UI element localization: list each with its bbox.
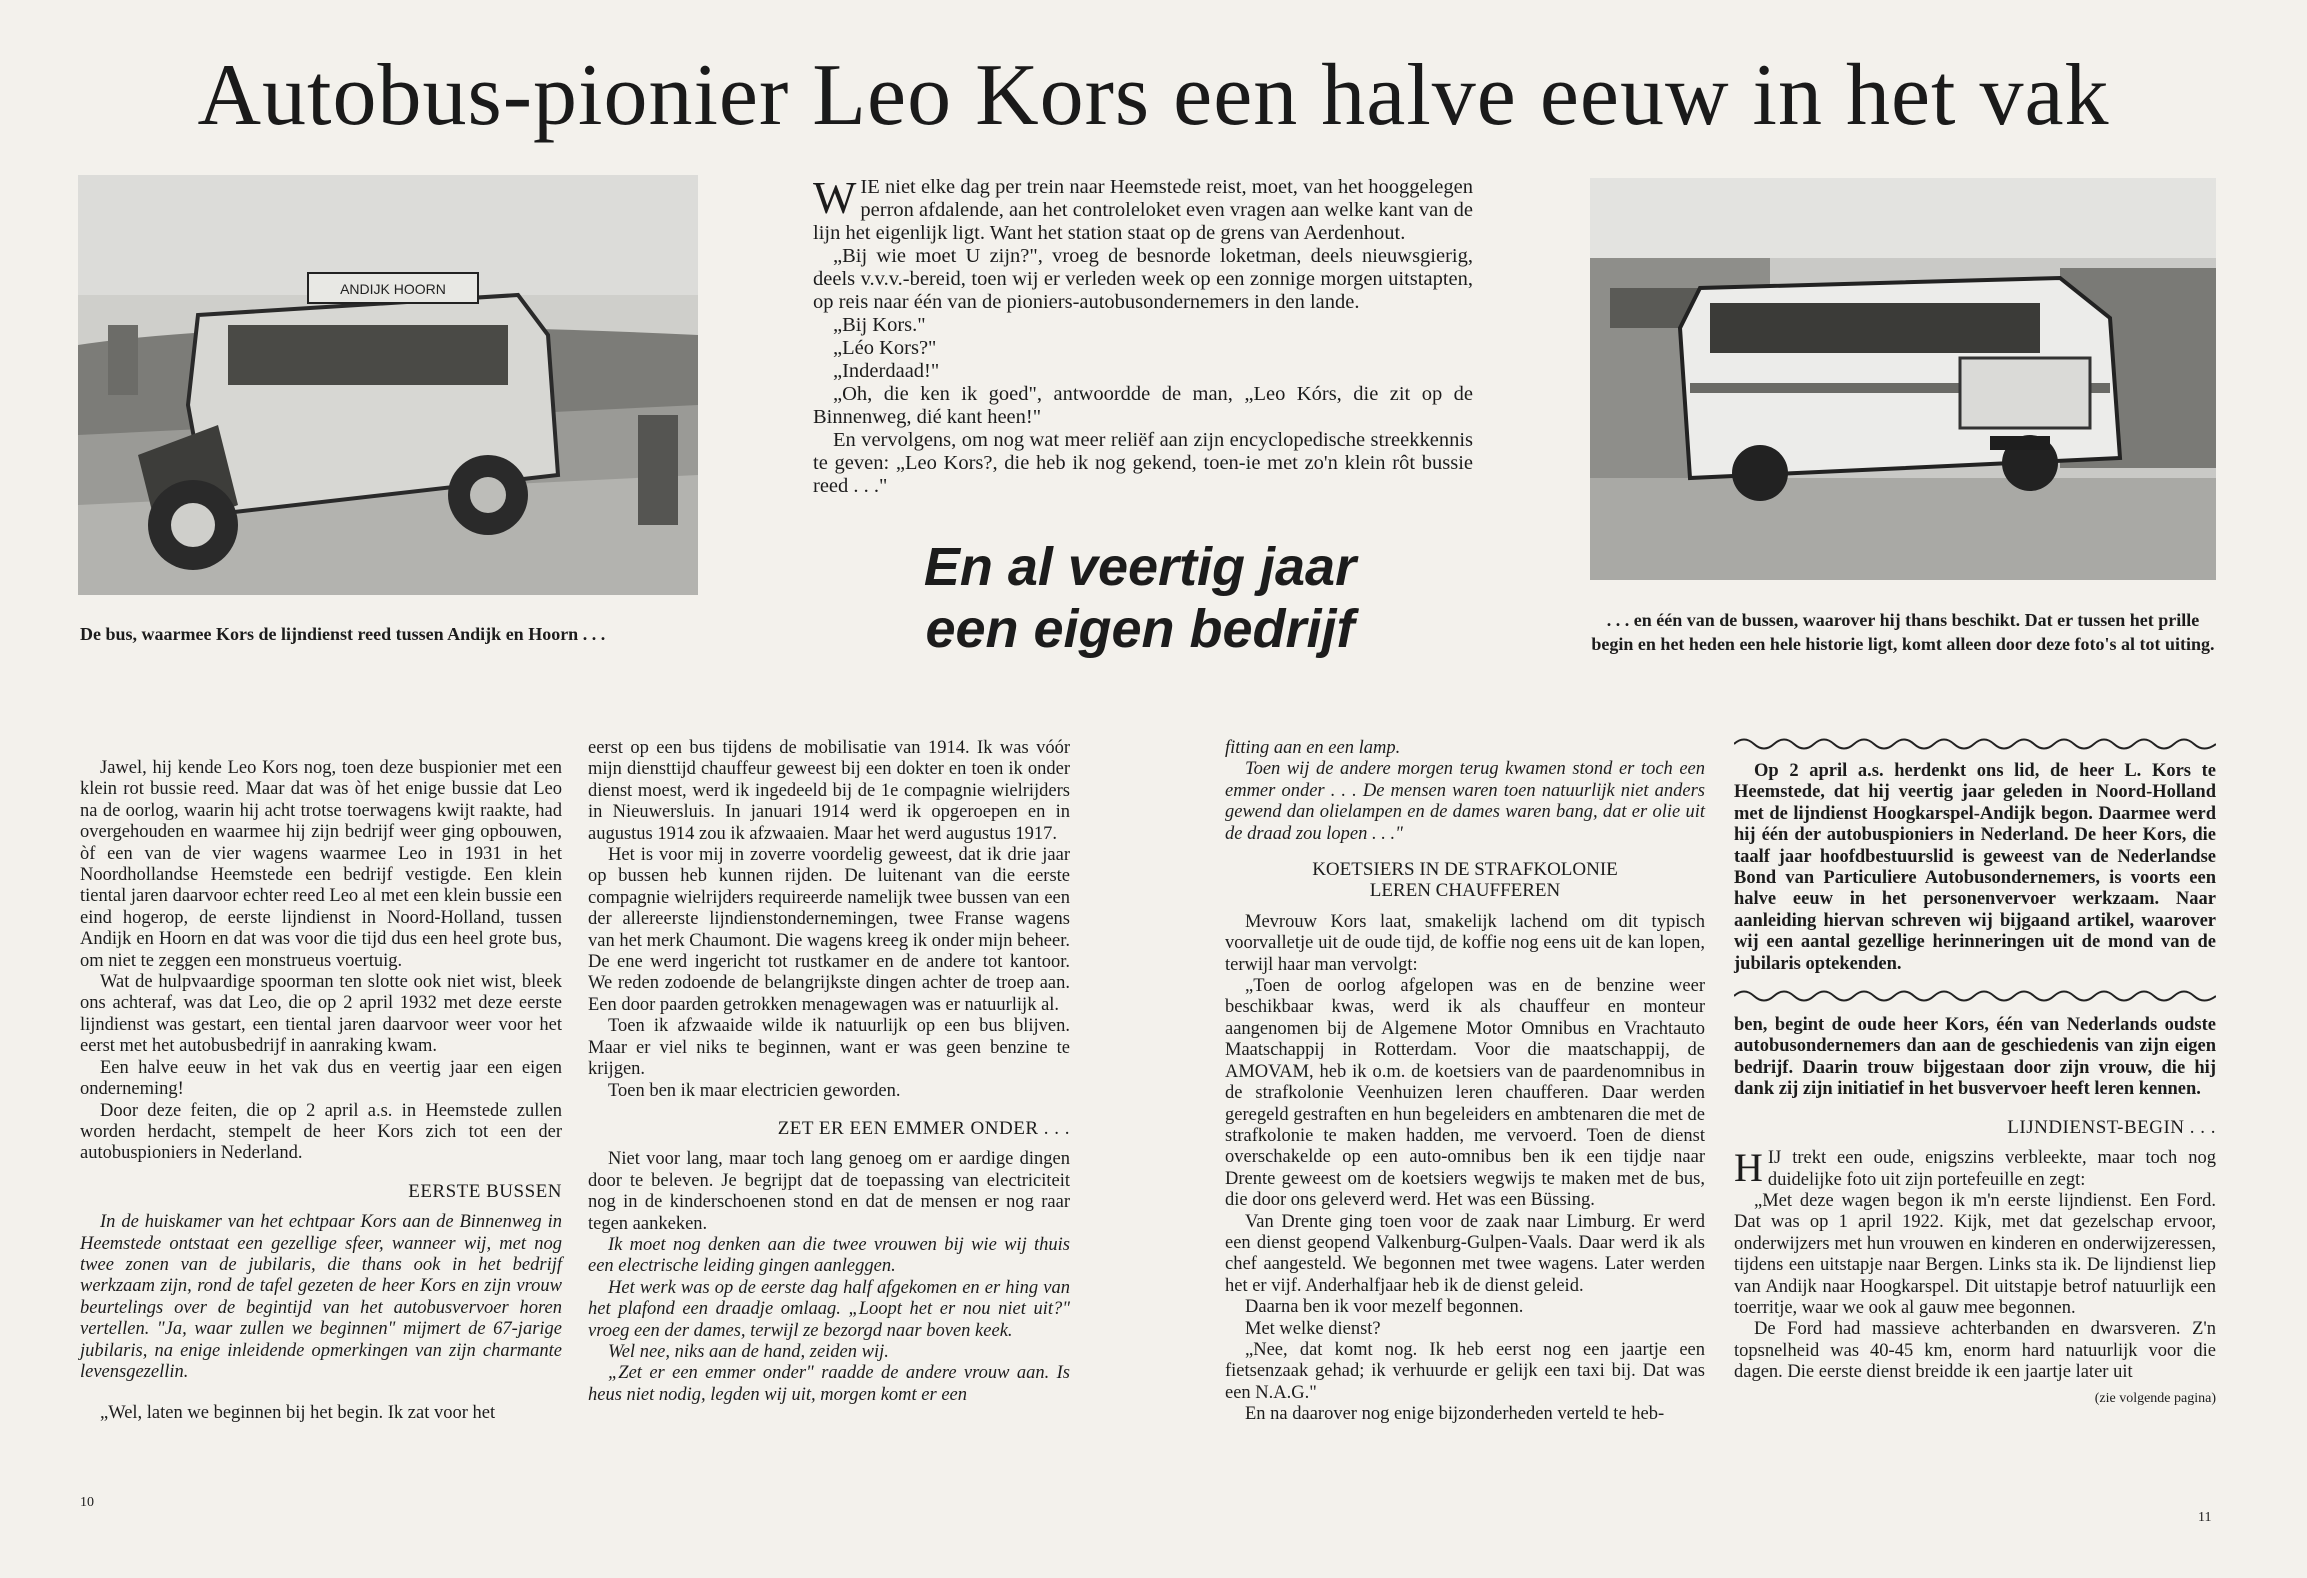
col3-p2: Toen wij de andere morgen terug kwamen stond er toch een emmer onder . . . De mensen waren toen natuurlijk niet anders gewend dan olielampen en de dames waren bang, dat er olie uit de draad zou lopen . . ."	[1225, 759, 1705, 844]
bus-sign-text: ANDIJK HOORN	[340, 281, 446, 297]
subhead-line2: een eigen bedrijf	[925, 599, 1355, 659]
subhead	[860, 536, 1420, 660]
intro-p3: „Bij Kors."	[833, 314, 926, 336]
intro-p4: „Léo Kors?"	[833, 337, 937, 359]
col4-p2: IJ trekt een oude, enigszins verbleekte, maar toch nog duidelijke foto uit zijn portefeuille en zegt:	[1767, 1148, 2216, 1190]
col1-p4: Door deze feiten, die op 2 april a.s. in Heemstede zullen worden herdacht, stempelt de heer Kors zich tot een der autobuspioniers in Nederland.	[80, 1100, 562, 1164]
intro-p2: „Bij wie moet U zijn?", vroeg de besnorde loketman, deels nieuwsgierig, deels v.v.v.-bereid, toen wij er verleden week op een zonnige morgen uitstapten, op reis naar één van de pioniers-autobusondernemers in den lande.	[813, 245, 1473, 313]
photo-old-bus	[78, 175, 698, 595]
photo-right-caption: . . . en één van de bussen, waarover hij thans beschikt. Dat er tussen het prille begin en het heden een hele historie ligt, komt alleen door deze foto's al tot uiting.	[1591, 610, 2215, 654]
col3-p8: „Nee, dat komt nog. Ik heb eerst nog een jaartje een fietsenzaak gehad; ik verhuurde er gelijk een taxi bij. Dat was een N.A.G."	[1225, 1339, 1705, 1403]
photo-left-caption: De bus, waarmee Kors de lijndienst reed tussen Andijk en Hoorn . . .	[80, 624, 606, 644]
col2-p5: Niet voor lang, maar toch lang genoeg om er aardige dingen door te beleven. Je begrijpt dat de toepassing van electriciteit nog in de kinderschoenen stond en dat de mensen er nog raar tegen aankeken.	[588, 1149, 1070, 1234]
section-koetsiers-line2: LEREN CHAUFFEREN	[1369, 880, 1561, 902]
intro-text	[813, 172, 1473, 498]
subhead-line1: En al veertig jaar	[923, 537, 1357, 597]
col2-p9: „Zet er een emmer onder" raadde de andere vrouw aan. Is heus niet nodig, legden wij uit, morgen komt er een	[588, 1363, 1070, 1405]
col1-p1: Jawel, hij kende Leo Kors nog, toen deze buspionier met een klein rot bussie reed. Maar dat was òf het enige bussie dat Leo na de oorlog, waarin hij acht trotse toerwagens kwijt raakte, had overgehouden en waarmee hij zijn bedrijf weer ging opbouwen, òf een van de vier wagens waarmee Leo in 1931 in het Noordhollandse Heemstede een bedrijf vestigde. Een klein tiental jaren daarvoor echter reed Leo al met een klein bussie een eind hogerop, de eerste lijndienst in Noord-Holland, tussen Andijk en Hoorn en dat was voor die tijd dus een heel grote bus, om niet te zeggen een monstrueus voertuig.	[80, 758, 562, 971]
col3-p7: Met welke dienst?	[1245, 1318, 1381, 1339]
col4-p1: ben, begint de oude heer Kors, één van Nederlands oudste autobusondernemers dan aan de geschiedenis van zijn eigen bedrijf. Daarin trouw bijgestaan door zijn vrouw, die hij dank zij zijn initiatief in het busvervoer heeft leren kennen.	[1734, 1015, 2216, 1100]
col2-p4: Toen ben ik maar electricien geworden.	[608, 1080, 901, 1101]
intro-p7: En vervolgens, om nog wat meer reliëf aan zijn encyclopedische streekkennis te geven: „Leo Kors?, die heb ik nog gekend, toen-ie met zo'n klein rôt bussie reed . . ."	[813, 429, 1473, 497]
section-koetsiers	[1225, 859, 1705, 902]
intro-p6: „Oh, die ken ik goed", antwoordde de man, „Leo Kórs, die zit op de Binnenweg, dié kant heen!"	[813, 383, 1473, 428]
section-koetsiers-line1: KOETSIERS IN DE STRAFKOLONIE	[1312, 859, 1618, 881]
intro-dropcap: W	[813, 172, 857, 223]
col4-p3: „Met deze wagen begon ik m'n eerste lijndienst. Een Ford. Dat was op 1 april 1922. Kijk, met dat gezelschap ervoor, onderwijzers met hun vrouwen en kinderen en onderwijzeressen, tijdens een uitstapje naar Bergen. Links sta ik. De lijndienst liep van Andijk naar Hoogkarspel. Dit uitstapje betrof natuurlijk een toerritje, waar we ook al gauw mee begonnen.	[1734, 1190, 2216, 1318]
col3-p5: Van Drente ging toen voor de zaak naar Limburg. Er werd een dienst geopend Valkenburg-Gulpen-Vaals. Daar werd ik als chef aangesteld. We begonnen met twee wagens. Later werden het er vijf. Anderhalfjaar heb ik de dienst geleid.	[1225, 1211, 1705, 1296]
col2-p2: Het is voor mij in zoverre voordelig geweest, dat ik drie jaar op bussen heb kunnen rijden. De luitenant van die eerste compagnie wielrijders requireerde namelijk twee bussen van een der allereerste lijndienstondernemingen, twee Franse wagens van het merk Chaumont. Die wagens kreeg ik onder mijn beheer. De ene werd ingericht tot rustkamer en de andere tot kantoor. We reden zodoende de belangrijkste dingen achter de troep aan. Een door paarden getrokken menagewagen was er natuurlijk al.	[588, 845, 1070, 1015]
col4-p4: De Ford had massieve achterbanden en dwarsveren. Z'n topsnelheid was 40-45 km, enorm hard natuurlijk voor die dagen. Die eerste dienst breidde ik een jaartje later uit	[1734, 1319, 2216, 1383]
col2-p3: Toen ik afzwaaide wilde ik natuurlijk op een bus blijven. Maar er viel niks te beginnen, want er was geen benzine te krijgen.	[588, 1016, 1070, 1080]
col1-p5: In de huiskamer van het echtpaar Kors aan de Binnenweg in Heemstede ontstaat een gezellige sfeer, wanneer wij, met nog twee zonen van de jubilaris, die thans ook in het bedrijf werkzaam zijn, rond de tafel gezeten de heer Kors en zijn vrouw beurtelings over de begintijd van het autobusvervoer horen vertellen. "Ja, waar zullen we beginnen" mijmert de 67-jarige jubilaris, na enige inleidende opmerkingen van zijn charmante levensgezellin.	[80, 1212, 562, 1382]
col3-p1: fitting aan en een lamp.	[1225, 738, 1401, 758]
col4-box: Op 2 april a.s. herdenkt ons lid, de heer L. Kors te Heemstede, dat hij veertig jaar geleden in Noord-Holland met de lijndienst Hoogkarspel-Andijk begon. Daarmee werd hij één der autobuspioniers in Nederland. De heer Kors, die taalf jaar hoofdbestuurslid is geweest van de Nederlandse Bond van Particuliere Autobusondernemers, is voorts een halve eeuw in het personenvervoer werkzaam. Naar aanleiding hiervan schreven wij bijgaand artikel, waarover wij een aantal gezellige herinneringen uit de mond van de jubilaris optekenden.	[1734, 761, 2216, 974]
column-4	[1734, 735, 2216, 1409]
col2-p6: Ik moet nog denken aan die twee vrouwen bij wie wij thuis een electrische leiding gingen aanleggen.	[588, 1234, 1070, 1277]
col1-p2: Wat de hulpvaardige spoorman ten slotte ook niet wist, bleek ons achteraf, was dat Leo, die op 2 april 1932 met deze eerste lijndienst was gestart, een tiental jaren daarvoor weer voor het eerst met het autobusbedrijf in aanraking kwam.	[80, 972, 562, 1057]
col2-p1: eerst op een bus tijdens de mobilisatie van 1914. Ik was vóór mijn diensttijd chauffeur geweest bij een dokter en toen ik onder dienst moest, werd ik ingedeeld bij de 1e compagnie wielrijders in Nieuwersluis. In januari 1914 werd ik opgeroepen en in augustus 1914 zou ik afzwaaien. Maar het werd augustus 1917.	[588, 738, 1070, 844]
section-eerste-bussen: EERSTE BUSSEN	[408, 1180, 562, 1202]
continued-note: (zie volgende pagina)	[2094, 1390, 2216, 1406]
wavy-rule-top	[1734, 735, 2216, 753]
col3-p6: Daarna ben ik voor mezelf begonnen.	[1245, 1297, 1524, 1318]
column-1	[80, 758, 562, 1425]
section-lijndienst-begin: LIJNDIENST-BEGIN . . .	[2007, 1116, 2216, 1138]
section-zet-er-een-emmer-onder: ZET ER EEN EMMER ONDER . . .	[777, 1117, 1070, 1139]
col2-p7: Het werk was op de eerste dag half afgekomen en er hing van het plafond een draadje omlaag. „Loopt het er nou niet uit?" vroeg een der dames, terwijl ze bezorgd naar boven keek.	[588, 1277, 1070, 1341]
intro-box	[1734, 761, 2216, 975]
col2-p8: Wel nee, niks aan de hand, zeiden wij.	[608, 1341, 889, 1362]
col1-p6: „Wel, laten we beginnen bij het begin. Ik zat voor het	[100, 1403, 496, 1424]
intro-p1: IE niet elke dag per trein naar Heemstede reist, moet, van het hooggelegen perron afdalende, aan het controleloket even vragen aan welke kant van de lijn het eigenlijk ligt. Want het station staat op de grens van Aerdenhout.	[813, 176, 1473, 244]
intro-p5: „Inderdaad!"	[833, 360, 940, 382]
col3-p3: Mevrouw Kors laat, smakelijk lachend om dit typisch voorvalletje uit de oude tijd, de koffie nog eens uit de kan lopen, terwijl haar man vervolgt:	[1225, 911, 1705, 975]
page-number-left: 10	[80, 1495, 94, 1510]
col4-dropcap: H	[1734, 1145, 1763, 1191]
col1-p3: Een halve eeuw in het vak dus en veertig jaar een eigen onderneming!	[80, 1057, 562, 1100]
col3-p4: „Toen de oorlog afgelopen was en de benzine weer beschikbaar kwas, werd ik als chauffeur en monteur aangenomen bij de Algemene Motor Omnibus en Vrachtauto Maatschappij in Rotterdam. Voor die maatschappij, de AMOVAM, heb ik o.m. de koetsiers van de paardenomnibus in de strafkolonie Veenhuizen leren chaufferen. Daar werden geregeld gestraften en hun begeleiders en ambtenaren die met de strafkolonie te maken hadden, me vervoerd. Toen de dienst overschakelde op een auto-omnibus ben ik een tijdje naar Drente geweest om de koetsiers wegwijs te maken met de bus, die door ons geleverd werd. Het was een Büssing.	[1225, 976, 1705, 1211]
col3-p9: En na daarover nog enige bijzonderheden verteld te heb-	[1245, 1404, 1665, 1425]
column-2	[588, 738, 1070, 1406]
wavy-rule-bottom	[1734, 987, 2216, 1005]
column-3	[1225, 738, 1705, 1426]
page-number-right: 11	[2198, 1510, 2212, 1525]
headline: Autobus-pionier Leo Kors een halve eeuw in het vak	[197, 47, 2110, 144]
photo-modern-bus	[1590, 178, 2216, 580]
